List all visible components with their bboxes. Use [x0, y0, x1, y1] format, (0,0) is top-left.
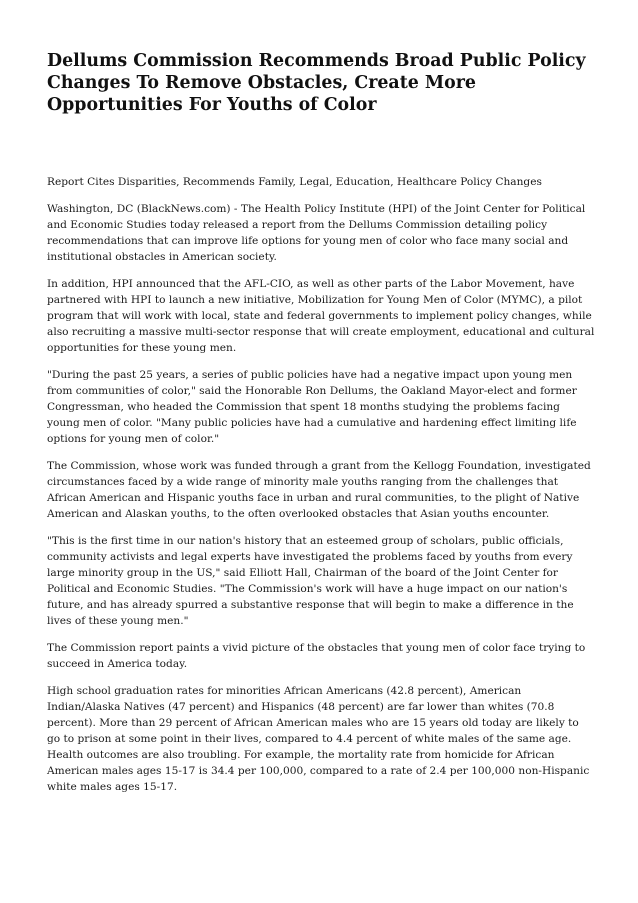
paragraph-3: "During the past 25 years, a series of public policies have had a negative impact upon young men from communities of color," said the Honorable Ron Dellums, the Oakland Mayor-elect and former Congressman, who headed the Commission that spent 18 months studying the problems facing young men of color. "Many public policies have had a cumulative and hardening effect limiting life options for young men of color." — [47, 369, 577, 445]
paragraph-5: "This is the first time in our nation's history that an esteemed group of scholars, public officials, community activists and legal experts have investigated the problems faced by youths from every large minority group in the US," said Elliott Hall, Chairman of the board of the Joint Center for Political and Economic Studies. "The Commission's work will have a huge impact on our nation's future, and has already spurred a substantive response that will begin to make a difference in the lives of these young men." — [47, 535, 574, 627]
article-subtitle: Report Cites Disparities, Recommends Family, Legal, Education, Healthcare Policy Changes — [47, 176, 542, 188]
paragraph-6: The Commission report paints a vivid picture of the obstacles that young men of color face trying to succeed in America today. — [47, 642, 586, 670]
paragraph-4: The Commission, whose work was funded through a grant from the Kellogg Foundation, investigated circumstances faced by a wide range of minority male youths ranging from the challenges that African American and Hispanic youths face in urban and rural communities, to the plight of Native American and Alaskan youths, to the often overlooked obstacles that Asian youths encounter. — [47, 460, 591, 520]
paragraph-7: High school graduation rates for minorities African Americans (42.8 percent), American Indian/Alaska Natives (47 percent) and Hispanics (48 percent) are far lower than whites (70.8 percent). More than 29 percent of African American males who are 15 years old today are likely to go to prison at some point in their lives, compared to 4.4 percent of white males of the same age. Health outcomes are also troubling. For example, the mortality rate from homicide for African American males ages 15-17 is 34.4 per 100,000, compared to a rate of 2.4 per 100,000 non-Hispanic white males ages 15-17. — [47, 685, 590, 793]
article-title: Dellums Commission Recommends Broad Public Policy Changes To Remove Obstacles, Create More Opportunities For Youths of Color — [47, 51, 586, 115]
paragraph-2: In addition, HPI announced that the AFL-CIO, as well as other parts of the Labor Movement, have partnered with HPI to launch a new initiative, Mobilization for Young Men of Color (MYMC), a pilot program that will work with local, state and federal governments to implement policy changes, while also recruiting a massive multi-sector response that will create employment, educational and cultural opportunities for these young men. — [47, 278, 595, 354]
document-page — [47, 50, 595, 795]
paragraph-1: Washington, DC (BlackNews.com) - The Health Policy Institute (HPI) of the Joint Center for Political and Economic Studies today released a report from the Dellums Commission detailing policy recommendations that can improve life options for young men of color who face many social and institutional obstacles in American society. — [47, 203, 586, 263]
